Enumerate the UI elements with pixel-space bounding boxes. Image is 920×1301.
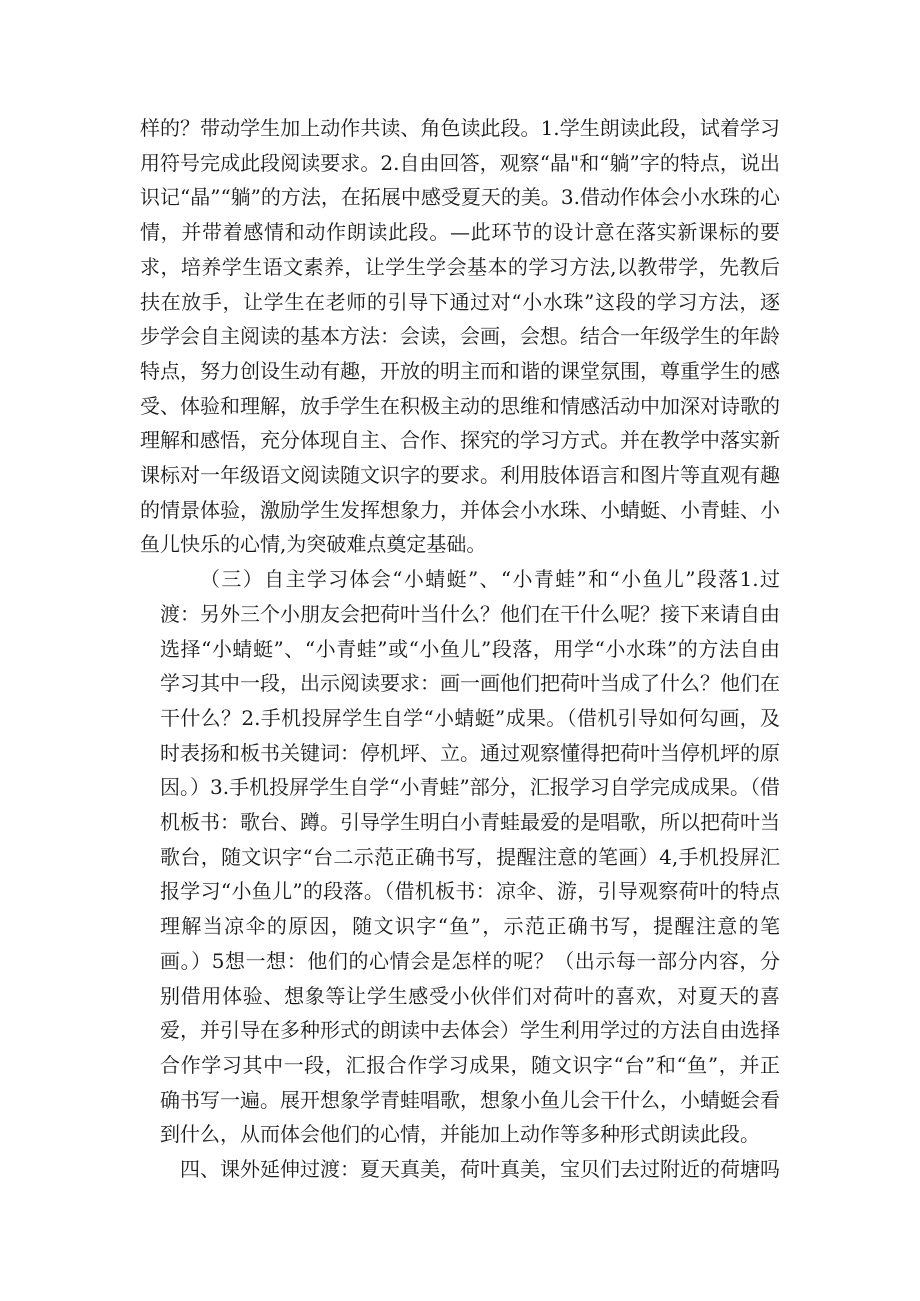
- paragraph-reading-method: 样的？带动学生加上动作共读、角色读此段。1.学生朗读此段，试着学习用符号完成此段阅读要求。2.自由回答，观察“晶"和“躺”字的特点，说出识记“晶”“躺”的方法，在拓展中感受夏天的美。3.借动作体会小水珠的心情，并带着感情和动作朗读此段。—此环节的设计意在落实新课标的要求，培养学生语文素养，让学生学会基本的学习方法,以教带学，先教后扶在放手，让学生在老师的引导下通过对“小水珠”这段的学习方法，逐步学会自主阅读的基本方法：会读，会画，会想。结合一年级学生的年龄特点，努力创设生动有趣，开放的明主而和谐的课堂氛围，尊重学生的感受、体验和理解，放手学生在积极主动的思维和情感活动中加深对诗歌的理解和感悟，充分体现自主、合作、探究的学习方式。并在教学中落实新课标对一年级语文阅读随文识字的要求。利用肢体语言和图片等直观有趣的情景体验，激励学生发挥想象力，并体会小水珠、小蜻蜓、小青蛙、小鱼儿快乐的心情,为突破难点奠定基础。: [140, 116, 780, 557]
- document-body: [140, 111, 780, 1187]
- paragraph-self-study: （三）自主学习体会“小蜻蜓”、“小青蛙”和“小鱼儿”段落1.过渡：另外三个小朋友会把荷叶当什么？他们在干什么呢？接下来请自由选择“小蜻蜓”、“小青蛙”或“小鱼儿”段落，用学“小水珠”的方法自由学习其中一段，出示阅读要求：画一画他们把荷叶当成了什么？他们在干什么？2.手机投屏学生自学“小蜻蜓”成果。（借机引导如何勾画，及时表扬和板书关键词：停机坪、立。通过观察懂得把荷叶当停机坪的原因。）3.手机投屏学生自学“小青蛙”部分，汇报学习自学完成成果。（借机板书：歌台、蹲。引导学生明白小青蛙最爱的是唱歌，所以把荷叶当歌台，随文识字“台二示范正确书写，提醒注意的笔画）4,手机投屏汇报学习“小鱼儿”的段落。（借机板书：凉伞、游，引导观察荷叶的特点理解当凉伞的原因，随文识字“鱼”，示范正确书写，提醒注意的笔画。）5想一想：他们的心情会是怎样的呢？（出示每一部分内容，分别借用体验、想象等让学生感受小伙伴们对荷叶的喜欢，对夏天的喜爱，并引导在多种形式的朗读中去体会）学生利用学过的方法自由选择合作学习其中一段，汇报合作学习成果，随文识字“台”和“鱼”，并正确书写一遍。展开想象学青蛙唱歌，想象小鱼儿会干什么，小蜻蜓会看到什么，从而体会他们的心情，并能加上动作等多种形式朗读此段。: [160, 567, 780, 1147]
- paragraph-extension: 四、课外延伸过渡：夏天真美，荷叶真美，宝贝们去过附近的荷塘吗: [180, 1157, 780, 1182]
